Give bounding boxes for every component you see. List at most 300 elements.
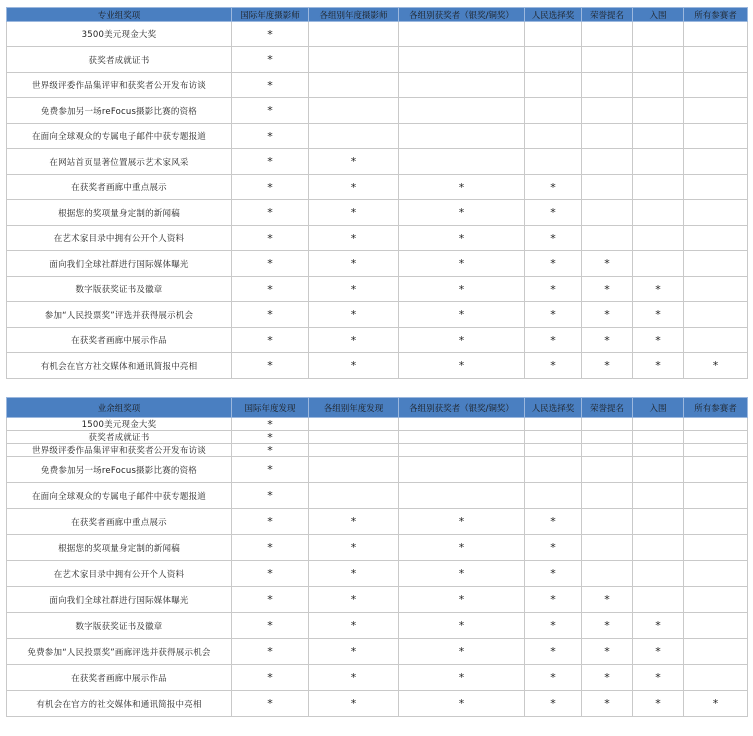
included-mark: * <box>267 541 273 554</box>
included-mark: * <box>604 333 610 347</box>
benefit-mark-cell <box>525 639 582 665</box>
benefit-mark-cell <box>582 665 633 691</box>
benefit-mark-cell <box>582 418 633 431</box>
included-mark: * <box>655 697 661 710</box>
benefit-mark-cell <box>582 47 633 73</box>
benefit-mark-cell <box>684 251 748 277</box>
benefit-mark-cell <box>399 47 525 73</box>
benefit-mark-cell <box>309 691 399 717</box>
included-mark: * <box>550 645 556 658</box>
benefit-mark-cell <box>582 444 633 457</box>
benefit-label: 获奖者成就证书 <box>7 47 232 73</box>
benefit-mark-cell <box>232 175 309 200</box>
benefit-mark-cell <box>525 73 582 98</box>
included-mark: * <box>267 104 273 117</box>
column-header: 人民选择奖 <box>525 398 582 418</box>
included-mark: * <box>550 257 556 270</box>
benefit-mark-cell <box>525 457 582 483</box>
benefit-mark-cell <box>684 175 748 200</box>
benefit-mark-cell <box>232 22 309 47</box>
benefit-mark-cell <box>633 483 684 509</box>
included-mark: * <box>655 619 661 632</box>
benefit-mark-cell <box>309 353 399 379</box>
benefit-mark-cell <box>633 277 684 302</box>
column-header: 各组别获奖者（银奖/铜奖） <box>399 8 525 22</box>
benefit-mark-cell <box>525 302 582 328</box>
table-row <box>7 149 748 175</box>
benefit-mark-cell <box>399 277 525 302</box>
benefit-mark-cell <box>684 431 748 444</box>
benefit-mark-cell <box>232 226 309 251</box>
benefit-mark-cell <box>232 124 309 149</box>
included-mark: * <box>267 443 273 457</box>
benefit-label: 获奖者成就证书 <box>7 431 232 444</box>
benefit-mark-cell <box>525 613 582 639</box>
benefit-mark-cell <box>232 98 309 124</box>
included-mark: * <box>550 567 556 580</box>
included-mark: * <box>267 463 273 476</box>
table-row <box>7 200 748 226</box>
benefit-mark-cell <box>232 431 309 444</box>
table-row <box>7 353 748 379</box>
benefit-mark-cell <box>399 613 525 639</box>
included-mark: * <box>458 282 465 296</box>
included-mark: * <box>550 308 556 321</box>
benefit-label: 免费参加另一场reFocus摄影比赛的资格 <box>7 98 232 124</box>
table-row <box>7 418 748 431</box>
benefit-mark-cell <box>633 691 684 717</box>
included-mark: * <box>350 231 357 245</box>
benefit-mark-cell <box>399 457 525 483</box>
included-mark: * <box>550 541 556 554</box>
benefit-mark-cell <box>232 149 309 175</box>
benefit-mark-cell <box>633 175 684 200</box>
benefit-mark-cell <box>309 73 399 98</box>
benefit-mark-cell <box>582 149 633 175</box>
benefit-mark-cell <box>633 444 684 457</box>
included-mark: * <box>712 697 719 710</box>
benefit-mark-cell <box>684 149 748 175</box>
benefit-mark-cell <box>232 561 309 587</box>
benefit-mark-cell <box>232 73 309 98</box>
benefit-mark-cell <box>399 124 525 149</box>
benefit-mark-cell <box>684 98 748 124</box>
table-row <box>7 483 748 509</box>
benefit-label: 在网站首页显著位置展示艺术家风采 <box>7 149 232 175</box>
benefit-mark-cell <box>582 535 633 561</box>
benefit-mark-cell <box>399 353 525 379</box>
benefit-mark-cell <box>525 47 582 73</box>
benefit-label: 世界级评委作品集评审和获奖者公开发布访谈 <box>7 73 232 98</box>
included-mark: * <box>550 206 556 219</box>
benefit-mark-cell <box>582 639 633 665</box>
included-mark: * <box>267 27 273 41</box>
benefit-mark-cell <box>684 587 748 613</box>
included-mark: * <box>458 333 465 347</box>
benefit-mark-cell <box>309 124 399 149</box>
benefit-mark-cell <box>525 251 582 277</box>
benefit-mark-cell <box>633 302 684 328</box>
benefit-mark-cell <box>232 302 309 328</box>
included-mark: * <box>604 645 610 658</box>
category-header: 业余组奖项 <box>7 398 232 418</box>
included-mark: * <box>267 671 273 684</box>
benefit-mark-cell <box>399 251 525 277</box>
included-mark: * <box>267 231 273 245</box>
benefit-label: 在获奖者画廊中重点展示 <box>7 175 232 200</box>
benefit-mark-cell <box>309 535 399 561</box>
included-mark: * <box>550 593 556 606</box>
benefit-mark-cell <box>232 444 309 457</box>
benefit-mark-cell <box>633 639 684 665</box>
benefit-label: 面向我们全球社群进行国际媒体曝光 <box>7 587 232 613</box>
included-mark: * <box>267 515 273 528</box>
benefit-mark-cell <box>232 665 309 691</box>
amateur-awards-table <box>6 397 748 717</box>
benefit-mark-cell <box>399 73 525 98</box>
table-row <box>7 665 748 691</box>
included-mark: * <box>604 619 610 632</box>
benefit-mark-cell <box>582 175 633 200</box>
included-mark: * <box>458 180 465 194</box>
included-mark: * <box>550 359 556 372</box>
column-header: 入围 <box>633 8 684 22</box>
benefit-mark-cell <box>684 277 748 302</box>
included-mark: * <box>458 541 465 554</box>
benefit-mark-cell <box>633 457 684 483</box>
included-mark: * <box>550 619 556 632</box>
included-mark: * <box>458 567 465 580</box>
benefit-mark-cell <box>684 226 748 251</box>
benefit-mark-cell <box>309 509 399 535</box>
benefit-mark-cell <box>309 561 399 587</box>
benefit-mark-cell <box>684 691 748 717</box>
benefit-label: 数字版获奖证书及徽章 <box>7 613 232 639</box>
benefit-label: 有机会在官方的社交媒体和通讯简报中亮相 <box>7 691 232 717</box>
benefit-mark-cell <box>633 535 684 561</box>
included-mark: * <box>655 359 661 372</box>
column-header: 荣誉提名 <box>582 8 633 22</box>
table-row <box>7 175 748 200</box>
included-mark: * <box>350 155 357 168</box>
benefit-mark-cell <box>232 47 309 73</box>
benefit-mark-cell <box>525 691 582 717</box>
benefit-mark-cell <box>582 73 633 98</box>
included-mark: * <box>550 231 556 245</box>
included-mark: * <box>550 671 556 684</box>
column-header: 人民选择奖 <box>525 8 582 22</box>
included-mark: * <box>350 359 357 372</box>
included-mark: * <box>550 333 556 347</box>
included-mark: * <box>350 697 357 710</box>
benefit-mark-cell <box>582 587 633 613</box>
benefit-mark-cell <box>633 98 684 124</box>
benefit-mark-cell <box>684 535 748 561</box>
benefit-mark-cell <box>309 444 399 457</box>
benefit-mark-cell <box>309 431 399 444</box>
benefit-mark-cell <box>633 251 684 277</box>
benefit-mark-cell <box>684 457 748 483</box>
benefit-mark-cell <box>399 98 525 124</box>
benefit-mark-cell <box>309 613 399 639</box>
benefit-mark-cell <box>582 431 633 444</box>
benefit-mark-cell <box>525 175 582 200</box>
table-header-row <box>7 398 748 418</box>
table-row <box>7 587 748 613</box>
column-header: 入围 <box>633 398 684 418</box>
benefit-mark-cell <box>633 149 684 175</box>
benefit-mark-cell <box>309 483 399 509</box>
benefit-mark-cell <box>684 200 748 226</box>
included-mark: * <box>655 282 661 296</box>
benefit-mark-cell <box>232 277 309 302</box>
benefit-mark-cell <box>525 353 582 379</box>
benefit-mark-cell <box>525 535 582 561</box>
benefit-mark-cell <box>309 251 399 277</box>
included-mark: * <box>458 515 465 528</box>
included-mark: * <box>267 308 273 321</box>
included-mark: * <box>550 180 556 194</box>
benefit-mark-cell <box>399 302 525 328</box>
benefit-mark-cell <box>399 431 525 444</box>
benefit-mark-cell <box>582 124 633 149</box>
benefit-mark-cell <box>582 613 633 639</box>
column-header: 各组别获奖者（银奖/铜奖） <box>399 398 525 418</box>
included-mark: * <box>458 359 465 372</box>
benefit-mark-cell <box>309 587 399 613</box>
benefit-mark-cell <box>633 353 684 379</box>
benefit-mark-cell <box>684 73 748 98</box>
benefit-mark-cell <box>582 22 633 47</box>
benefit-mark-cell <box>232 639 309 665</box>
benefit-mark-cell <box>399 691 525 717</box>
benefit-mark-cell <box>232 535 309 561</box>
benefit-mark-cell <box>582 251 633 277</box>
included-mark: * <box>458 257 465 270</box>
included-mark: * <box>550 282 556 296</box>
benefit-label: 1500美元现金大奖 <box>7 418 232 431</box>
included-mark: * <box>350 645 357 658</box>
benefit-mark-cell <box>684 665 748 691</box>
included-mark: * <box>350 515 357 528</box>
benefit-mark-cell <box>309 98 399 124</box>
included-mark: * <box>655 333 661 347</box>
benefit-mark-cell <box>582 226 633 251</box>
benefit-mark-cell <box>582 98 633 124</box>
included-mark: * <box>350 619 357 632</box>
benefit-mark-cell <box>582 509 633 535</box>
benefit-mark-cell <box>309 639 399 665</box>
benefit-mark-cell <box>525 149 582 175</box>
benefit-mark-cell <box>525 98 582 124</box>
benefit-mark-cell <box>399 587 525 613</box>
included-mark: * <box>350 671 357 684</box>
benefit-mark-cell <box>399 665 525 691</box>
benefit-mark-cell <box>684 483 748 509</box>
table-row <box>7 509 748 535</box>
included-mark: * <box>458 671 465 684</box>
benefit-mark-cell <box>582 483 633 509</box>
benefit-label: 在获奖者画廊中展示作品 <box>7 665 232 691</box>
benefit-mark-cell <box>582 561 633 587</box>
benefit-mark-cell <box>399 535 525 561</box>
benefit-mark-cell <box>525 226 582 251</box>
table-row <box>7 457 748 483</box>
benefit-mark-cell <box>309 22 399 47</box>
benefit-mark-cell <box>399 418 525 431</box>
benefit-label: 在面向全球观众的专属电子邮件中获专题报道 <box>7 483 232 509</box>
table-row <box>7 22 748 47</box>
benefit-mark-cell <box>525 22 582 47</box>
included-mark: * <box>267 333 273 347</box>
table-row <box>7 431 748 444</box>
benefit-mark-cell <box>232 418 309 431</box>
included-mark: * <box>458 231 465 245</box>
included-mark: * <box>604 257 610 270</box>
benefit-mark-cell <box>633 328 684 353</box>
benefit-mark-cell <box>633 418 684 431</box>
benefit-mark-cell <box>633 613 684 639</box>
benefit-mark-cell <box>309 302 399 328</box>
column-header: 荣誉提名 <box>582 398 633 418</box>
benefit-label: 在获奖者画廊中展示作品 <box>7 328 232 353</box>
benefit-label: 面向我们全球社群进行国际媒体曝光 <box>7 251 232 277</box>
benefit-label: 在艺术家目录中拥有公开个人资料 <box>7 561 232 587</box>
column-header: 所有参赛者 <box>684 8 748 22</box>
benefit-mark-cell <box>525 561 582 587</box>
table-row <box>7 639 748 665</box>
benefit-mark-cell <box>582 353 633 379</box>
benefit-mark-cell <box>232 200 309 226</box>
column-header: 各组别年度发现 <box>309 398 399 418</box>
included-mark: * <box>350 308 357 321</box>
benefit-mark-cell <box>399 226 525 251</box>
included-mark: * <box>655 671 661 684</box>
table-row <box>7 302 748 328</box>
table-row <box>7 73 748 98</box>
included-mark: * <box>458 619 465 632</box>
benefit-mark-cell <box>309 47 399 73</box>
benefit-mark-cell <box>684 328 748 353</box>
benefit-mark-cell <box>582 328 633 353</box>
benefit-mark-cell <box>633 73 684 98</box>
benefit-label: 世界级评委作品集评审和获奖者公开发布访谈 <box>7 444 232 457</box>
included-mark: * <box>267 53 273 66</box>
included-mark: * <box>267 155 273 168</box>
benefit-mark-cell <box>399 509 525 535</box>
benefit-mark-cell <box>525 124 582 149</box>
column-header: 各组别年度摄影师 <box>309 8 399 22</box>
column-header: 国际年度发现 <box>232 398 309 418</box>
benefit-mark-cell <box>399 639 525 665</box>
included-mark: * <box>604 359 610 372</box>
benefit-mark-cell <box>684 418 748 431</box>
benefit-mark-cell <box>232 509 309 535</box>
benefit-mark-cell <box>633 665 684 691</box>
section-spacer <box>6 383 747 395</box>
benefit-mark-cell <box>684 47 748 73</box>
included-mark: * <box>550 515 556 528</box>
benefit-mark-cell <box>309 175 399 200</box>
benefit-label: 根据您的奖项量身定制的新闻稿 <box>7 200 232 226</box>
column-header: 所有参赛者 <box>684 398 748 418</box>
benefit-mark-cell <box>582 200 633 226</box>
benefit-mark-cell <box>232 328 309 353</box>
included-mark: * <box>550 697 556 710</box>
included-mark: * <box>267 206 273 219</box>
included-mark: * <box>267 417 273 431</box>
benefit-mark-cell <box>399 483 525 509</box>
included-mark: * <box>655 645 661 658</box>
included-mark: * <box>350 257 357 270</box>
included-mark: * <box>604 308 610 321</box>
benefit-mark-cell <box>582 691 633 717</box>
included-mark: * <box>267 645 273 658</box>
benefit-mark-cell <box>633 124 684 149</box>
benefit-mark-cell <box>399 22 525 47</box>
benefit-mark-cell <box>684 509 748 535</box>
benefit-mark-cell <box>684 561 748 587</box>
benefit-mark-cell <box>582 277 633 302</box>
table-row <box>7 691 748 717</box>
benefit-mark-cell <box>309 328 399 353</box>
benefit-mark-cell <box>525 200 582 226</box>
included-mark: * <box>458 308 465 321</box>
benefit-label: 在面向全球观众的专属电子邮件中获专题报道 <box>7 124 232 149</box>
benefit-label: 有机会在官方社交媒体和通讯简报中亮相 <box>7 353 232 379</box>
benefit-mark-cell <box>633 561 684 587</box>
included-mark: * <box>655 308 661 321</box>
benefit-label: 在艺术家目录中拥有公开个人资料 <box>7 226 232 251</box>
table-row <box>7 226 748 251</box>
benefit-mark-cell <box>525 431 582 444</box>
benefit-mark-cell <box>633 226 684 251</box>
benefit-mark-cell <box>633 587 684 613</box>
benefit-mark-cell <box>525 665 582 691</box>
benefit-mark-cell <box>525 587 582 613</box>
benefit-label: 3500美元现金大奖 <box>7 22 232 47</box>
benefit-mark-cell <box>399 175 525 200</box>
included-mark: * <box>458 206 465 219</box>
benefit-mark-cell <box>232 251 309 277</box>
professional-awards-table <box>6 7 748 379</box>
included-mark: * <box>267 567 273 580</box>
included-mark: * <box>267 593 273 606</box>
included-mark: * <box>458 645 465 658</box>
benefit-label: 根据您的奖项量身定制的新闻稿 <box>7 535 232 561</box>
included-mark: * <box>267 78 273 92</box>
included-mark: * <box>458 697 465 710</box>
benefit-mark-cell <box>684 22 748 47</box>
benefit-mark-cell <box>309 665 399 691</box>
included-mark: * <box>604 671 610 684</box>
benefit-mark-cell <box>684 302 748 328</box>
benefit-mark-cell <box>525 277 582 302</box>
benefit-mark-cell <box>232 691 309 717</box>
included-mark: * <box>267 430 273 444</box>
included-mark: * <box>350 593 357 606</box>
benefit-mark-cell <box>232 353 309 379</box>
table-row <box>7 561 748 587</box>
benefit-mark-cell <box>399 561 525 587</box>
table-header-row <box>7 8 748 22</box>
included-mark: * <box>350 282 357 296</box>
included-mark: * <box>267 282 273 296</box>
table-row <box>7 98 748 124</box>
benefit-label: 免费参加另一场reFocus摄影比赛的资格 <box>7 457 232 483</box>
benefit-mark-cell <box>399 149 525 175</box>
table-row <box>7 535 748 561</box>
